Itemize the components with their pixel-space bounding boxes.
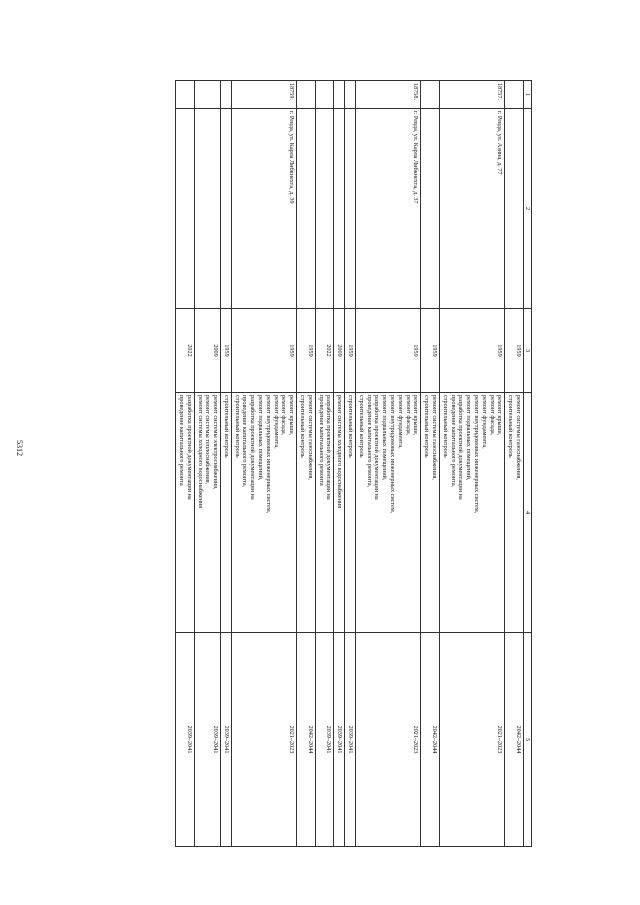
address: г. Ревда, ул. Карла Либкнехта, д. 39: [231, 109, 296, 309]
header-row: [524, 81, 532, 847]
works-list: [421, 393, 440, 633]
work-item: ремонт крыши,: [288, 395, 296, 436]
work-item: ремонт фундамента,: [480, 395, 488, 449]
period: 2042–2044: [297, 633, 316, 847]
work-item: ремонт системы газоснабжения,: [431, 395, 439, 480]
period: 2039–2041: [315, 633, 334, 847]
rotated-table-container: [84, 80, 532, 846]
period: 2042–2044: [505, 633, 524, 847]
works-list: [176, 393, 195, 633]
works-list: [334, 393, 345, 633]
work-item: ремонт подвальных помещений,: [465, 395, 473, 481]
work-item: ремонт системы холодного водоснабжения: [336, 395, 344, 509]
work-item: разработка проектной документации на: [325, 395, 333, 500]
period: 2039–2041: [334, 633, 345, 847]
work-item: строительный контроль: [222, 395, 230, 458]
work-item: ремонт фасада,: [280, 395, 288, 436]
table-row: [356, 81, 421, 847]
period: 2021–2023: [231, 633, 296, 847]
year: 2009: [194, 309, 220, 393]
year: 1959: [345, 309, 356, 393]
work-item: проведение капитального ремонта,: [449, 395, 457, 488]
address: г. Ревда, ул. Карла Либкнехта, д. 37: [356, 109, 421, 309]
year: 2009: [334, 309, 345, 393]
year: 1959: [221, 309, 232, 393]
work-item: строительный контроль: [299, 395, 307, 458]
period: 2042–2044: [421, 633, 440, 847]
address: [221, 109, 232, 309]
work-item: ремонт фундамента,: [396, 395, 404, 449]
work-item: ремонт системы газоснабжения,: [515, 395, 522, 480]
works-list: [231, 393, 296, 633]
year: 1959: [231, 309, 296, 393]
works-list: [505, 393, 524, 633]
header-col-1: 1: [524, 81, 532, 109]
work-item: разработка проектной документации на: [373, 395, 381, 500]
address: [297, 109, 316, 309]
repair-schedule-table: [175, 80, 532, 847]
work-item: строительный контроль: [347, 395, 355, 458]
work-item: ремонт системы теплоснабжения,: [204, 395, 212, 485]
works-list: [345, 393, 356, 633]
work-item: ремонт подвальных помещений,: [257, 395, 265, 481]
address: [334, 109, 345, 309]
record-number: [297, 81, 316, 109]
work-item: строительный контроль: [423, 395, 431, 458]
work-item: ремонт внутридомовых инженерных систем,: [473, 395, 481, 514]
work-item: ремонт внутридомовых инженерных систем,: [264, 395, 272, 514]
page-number: 5312: [15, 440, 24, 456]
work-item: ремонт фундамента,: [272, 395, 280, 449]
work-item: ремонт крыши,: [496, 395, 504, 436]
work-item: строительный контроль: [441, 395, 449, 458]
record-number: [176, 81, 195, 109]
work-item: ремонт фасада,: [488, 395, 496, 436]
table-row: [176, 81, 195, 847]
work-item: ремонт системы электроснабжения,: [212, 395, 220, 490]
record-number: [505, 81, 524, 109]
period: 2021–2023: [440, 633, 505, 847]
record-number: 18758.: [356, 81, 421, 109]
year: 1959: [356, 309, 421, 393]
year: 1959: [505, 309, 524, 393]
record-number: 18759.: [231, 81, 296, 109]
table-row: [315, 81, 334, 847]
period: 2039–2041: [221, 633, 232, 847]
works-list: [221, 393, 232, 633]
year: 2022: [315, 309, 334, 393]
address: г. Ревда, ул. Азина, д. 77: [440, 109, 505, 309]
record-number: [221, 81, 232, 109]
period: 2021–2023: [356, 633, 421, 847]
table-row: [297, 81, 316, 847]
work-item: ремонт крыши,: [412, 395, 420, 436]
work-item: строительный контроль: [233, 395, 241, 458]
address: [505, 109, 524, 309]
address: [176, 109, 195, 309]
work-item: проведение капитального ремонта: [317, 395, 325, 486]
period: 2039–2041: [194, 633, 220, 847]
work-item: разработка проектной документации на: [249, 395, 257, 500]
work-item: проведение капитального ремонта,: [365, 395, 373, 488]
address: [421, 109, 440, 309]
work-item: ремонт системы газоснабжения,: [306, 395, 314, 480]
work-item: строительный контроль: [357, 395, 365, 458]
year: 1959: [440, 309, 505, 393]
work-item: ремонт системы холодного водоснабжения: [196, 395, 204, 509]
works-list: [315, 393, 334, 633]
work-item: разработка проектной документации на: [185, 395, 193, 500]
table-row: [505, 81, 524, 847]
record-number: [194, 81, 220, 109]
record-number: 18757.: [440, 81, 505, 109]
period: 2039–2041: [345, 633, 356, 847]
record-number: [334, 81, 345, 109]
header-col-5: 5: [524, 633, 532, 847]
works-list: [440, 393, 505, 633]
record-number: [421, 81, 440, 109]
table-row: [334, 81, 345, 847]
address: [315, 109, 334, 309]
year: 1959: [297, 309, 316, 393]
table-row: [440, 81, 505, 847]
work-item: разработка проектной документации на: [457, 395, 465, 500]
table-row: [194, 81, 220, 847]
address: [194, 109, 220, 309]
works-list: [356, 393, 421, 633]
work-item: проведение капитального ремонта: [177, 395, 185, 486]
work-item: ремонт внутридомовых инженерных систем,: [389, 395, 397, 514]
work-item: строительный контроль: [507, 395, 515, 458]
work-item: проведение капитального ремонта,: [241, 395, 249, 488]
table-row: [231, 81, 296, 847]
works-list: [194, 393, 220, 633]
table-row: [221, 81, 232, 847]
works-list: [297, 393, 316, 633]
header-col-3: 3: [524, 309, 532, 393]
header-col-4: 4: [524, 393, 532, 633]
work-item: ремонт подвальных помещений,: [381, 395, 389, 481]
year: 1959: [421, 309, 440, 393]
address: [345, 109, 356, 309]
header-col-2: 2: [524, 109, 532, 309]
table-body: [176, 81, 524, 847]
work-item: ремонт фасада,: [404, 395, 412, 436]
record-number: [345, 81, 356, 109]
record-number: [315, 81, 334, 109]
table-row: [345, 81, 356, 847]
period: 2039–2041: [176, 633, 195, 847]
table-row: [421, 81, 440, 847]
year: 2022: [176, 309, 195, 393]
